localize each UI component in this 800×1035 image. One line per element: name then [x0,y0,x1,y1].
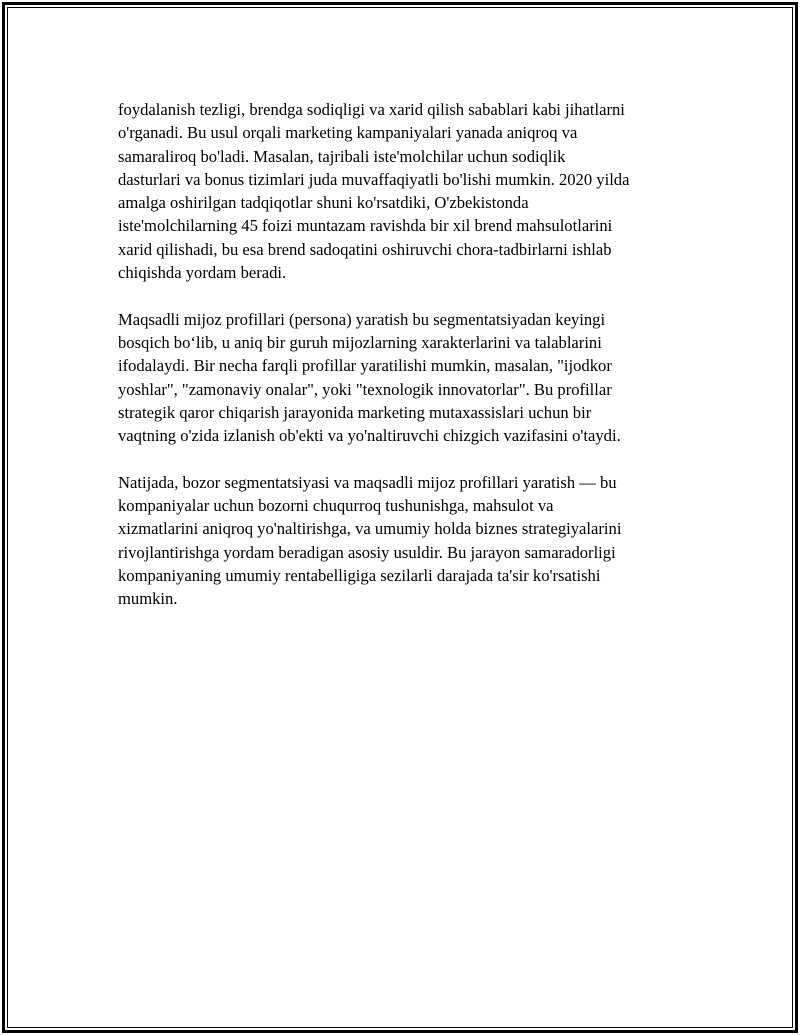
text-line: foydalanish tezligi, brendga sodiqligi va xarid qilish sabablari kabi jihatlarni [118,100,625,119]
text-line: Natijada, bozor segmentatsiyasi va maqsadli mijoz profillari yaratish — bu [118,472,617,492]
text-line: xarid qilishadi, bu esa brend sadoqatini oshiruvchi chora-tadbirlarni ishlab [118,239,612,259]
text-line: iste'molchilarning 45 foizi muntazam ravishda bir xil brend mahsulotlarini [118,216,613,236]
text-line: amalga oshirilgan tadqiqotlar shuni ko'rsatdiki, O'zbekistonda [118,193,529,213]
document-body [118,98,688,634]
text-line: ifodalaydi. Bir necha farqli profillar yaratilishi mumkin, masalan, "ijodkor [118,356,612,376]
text-line: dasturlari va bonus tizimlari juda muvaffaqiyatli bo'lishi mumkin. 2020 yilda [118,169,630,189]
text-line: strategik qaror chiqarish jarayonida marketing mutaxassislari uchun bir [118,402,592,422]
text-line: o'rganadi. Bu usul orqali marketing kampaniyalari yanada aniqroq va [118,123,578,143]
paragraph-2 [118,308,688,448]
paragraph-3 [118,471,688,611]
text-line: mumkin. [118,589,178,609]
text-line: chiqishda yordam beradi. [118,263,287,283]
text-line: xizmatlarini aniqroq yo'naltirishga, va umumiy holda biznes strategiyalarini [118,519,622,539]
text-line: yoshlar", "zamonaviy onalar", yoki "texnologik innovatorlar". Bu profillar [118,379,612,399]
text-line: vaqtning o'zida izlanish ob'ekti va yo'naltiruvchi chizgich vazifasini o'taydi. [118,426,621,446]
text-line: rivojlantirishga yordam beradigan asosiy usuldir. Bu jarayon samaradorligi [118,542,616,562]
text-line: bosqich bo‘lib, u aniq bir guruh mijozlarning xarakterlarini va talablarini [118,332,602,352]
text-line: Maqsadli mijoz profillari (persona) yaratish bu segmentatsiyadan keyingi [118,309,606,329]
text-line: kompaniyalar uchun bozorni chuqurroq tushunishga, mahsulot va [118,496,554,516]
page-border [2,2,798,1033]
text-line: kompaniyaning umumiy rentabelligiga sezilarli darajada ta'sir ko'rsatishi [118,565,601,585]
text-line: samaraliroq bo'ladi. Masalan, tajribali iste'molchilar uchun sodiqlik [118,146,566,166]
paragraph-1 [118,98,688,284]
